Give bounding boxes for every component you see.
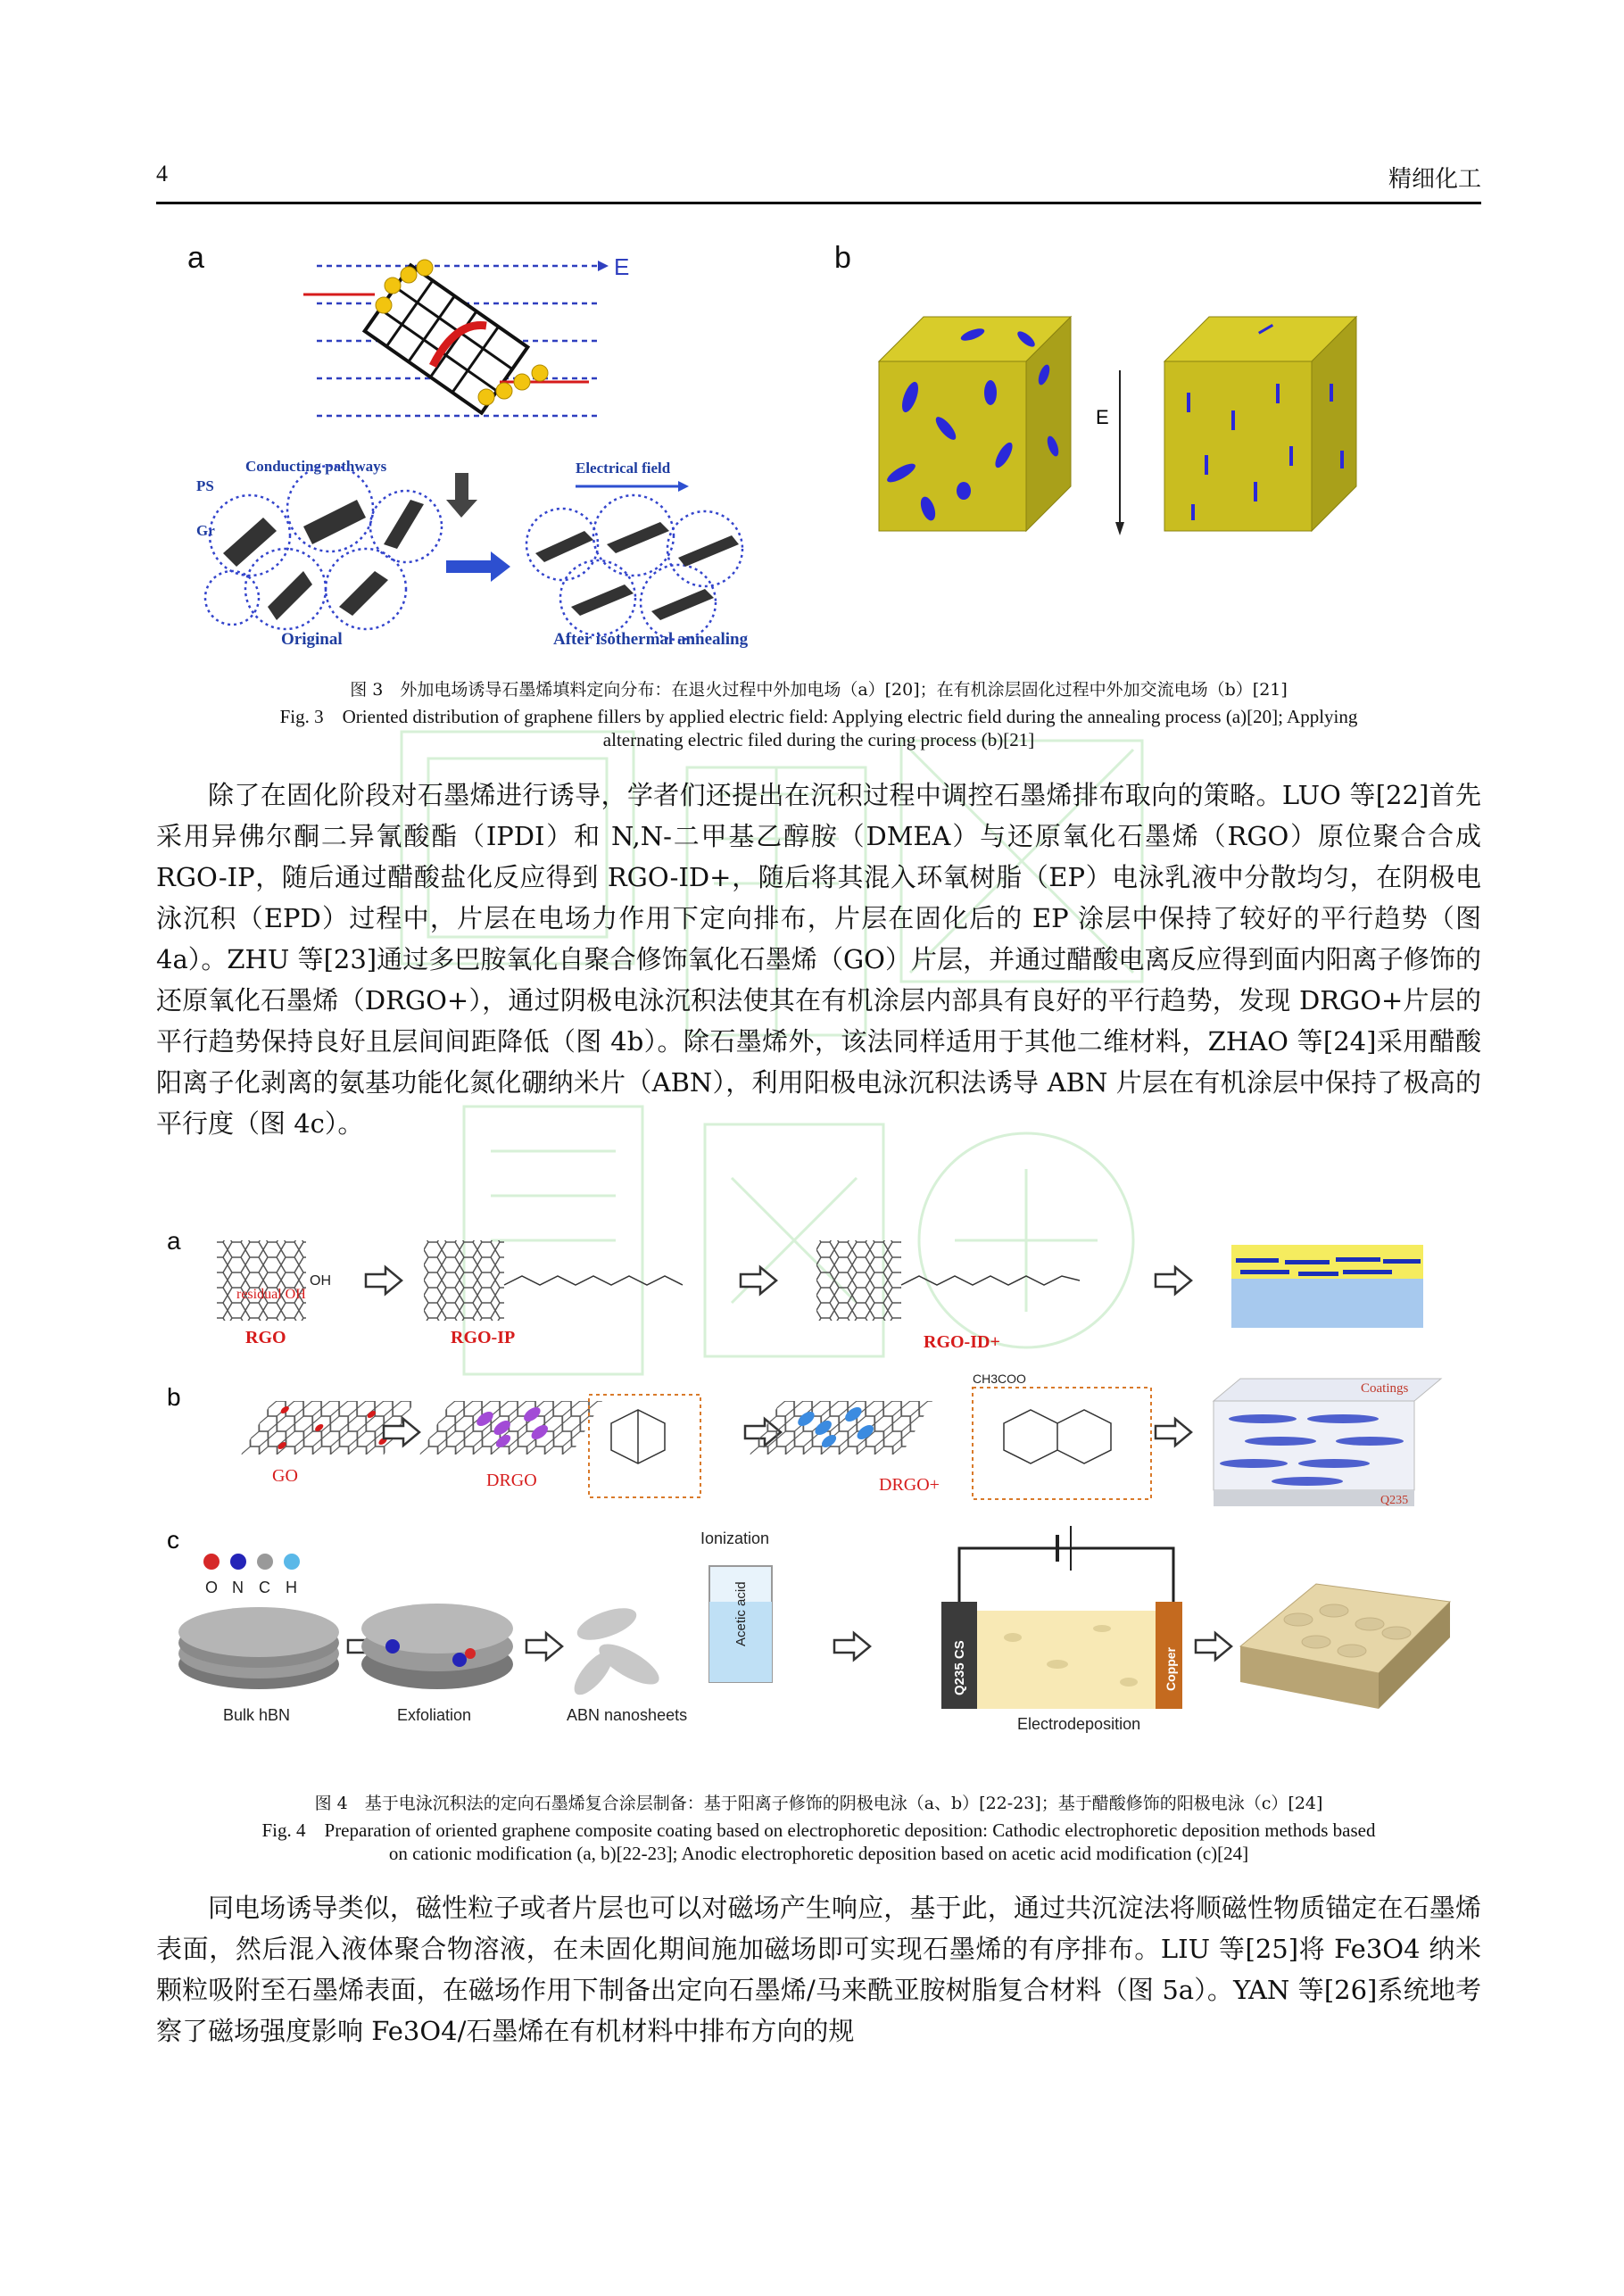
fig4-caption-cn: 图 4 基于电泳沉积法的定向石墨烯复合涂层制备：基于阳离子修饰的阴极电泳（a、b）[22-23]；基于醋酸修饰的阳极电泳（c）[24]	[314, 1794, 1323, 1813]
fig4-row-c-label: c	[167, 1526, 179, 1554]
fig4b-go: GO	[272, 1466, 298, 1486]
fig3a-original-label: Original	[281, 630, 343, 649]
fig3-caption-en-2: alternating electric filed during the curing process (b)[21]	[602, 729, 1035, 750]
fig4b-drgo: DRGO	[486, 1471, 537, 1490]
fig4b-q235: Q235	[1380, 1494, 1409, 1507]
fig4b-coatings: Coatings	[1361, 1381, 1409, 1396]
fig4c-electrodeposition: Electrodeposition	[1017, 1715, 1141, 1733]
fig4c-atom-o: O	[205, 1579, 219, 1596]
fig3a-field-label: E	[614, 253, 630, 280]
fig4-row-b-label: b	[167, 1383, 181, 1411]
page-header	[156, 161, 1481, 200]
fig4c-q235-cs: Q235 CS	[952, 1640, 967, 1695]
fig3a-illustration	[178, 232, 803, 660]
paragraph-2-text: 同电场诱导类似，磁性粒子或者片层也可以对磁场产生响应，基于此，通过共沉淀法将顺磁性物质锚定在石墨烯表面，然后混入液体聚合物溶液，在未固化期间施加磁场即可实现石墨烯的有序排布。LIU 等[25]将 Fe3O4 纳米颗粒吸附至石墨烯表面，在磁场作用下制备出定向石墨烯/马来酰亚胺树脂复合材料（图 5a）。YAN 等[26]系统地考察了磁场强度影响 Fe3O4/石墨烯在有机材料中排布方向的规	[156, 1893, 1481, 2046]
fig3b-field-label: E	[1096, 406, 1109, 428]
header-rule	[156, 202, 1481, 204]
fig3a-ps-label: PS	[196, 477, 214, 494]
fig4-caption-en-2: on cationic modification (a, b)[22-23]; Anodic electrophoretic deposition based on acetic acid modification (c)[24]	[388, 1843, 1249, 1864]
fig4c-atom-c: C	[259, 1579, 270, 1596]
fig3-panel-b-label: b	[834, 241, 851, 275]
body-paragraph-2	[156, 1887, 1481, 2051]
fig4a-residual-oh: residual OH	[236, 1287, 306, 1302]
fig3-panel-a-label: a	[187, 241, 204, 275]
fig3a-gr-label: Gr	[196, 522, 215, 539]
fig4c-copper: Copper	[1164, 1647, 1178, 1691]
fig4c-exfoliation: Exfoliation	[397, 1706, 472, 1724]
fig4b-ch3coo: CH3COO	[973, 1372, 1026, 1386]
fig4b-drgo-plus: DRGO+	[879, 1475, 940, 1495]
figure-4	[156, 1227, 1477, 1753]
fig3a-after-label: After isothermal annealing	[553, 630, 749, 649]
fig4a-rgo: RGO	[245, 1328, 286, 1347]
fig4a-oh: OH	[310, 1273, 331, 1289]
fig4c-atom-n: N	[232, 1579, 244, 1596]
journal-name: 精细化工	[1388, 166, 1481, 193]
fig4-caption-en-1: Fig. 4 Preparation of oriented graphene composite coating based on electrophoretic deposition: Cathodic electrophoretic deposition methods based	[261, 1819, 1376, 1841]
fig3a-conducting-label: Conducting pathways	[245, 458, 387, 475]
fig4a-rgo-ip: RGO-IP	[451, 1328, 516, 1347]
fig3-panel-b	[812, 232, 1454, 660]
fig3a-electrical-field-label: Electrical field	[576, 460, 671, 477]
fig4a-rgo-id: RGO-ID+	[924, 1332, 1000, 1352]
body-paragraph-1	[156, 775, 1481, 1144]
fig4c-ionization: Ionization	[700, 1529, 770, 1547]
fig4-illustration	[156, 1227, 1477, 1753]
fig4c-abn-nanosheets: ABN nanosheets	[567, 1706, 688, 1724]
page-number: 4	[156, 161, 168, 186]
paragraph-1-text: 除了在固化阶段对石墨烯进行诱导，学者们还提出在沉积过程中调控石墨烯排布取向的策略。LUO 等[22]首先采用异佛尔酮二异氰酸酯（IPDI）和 N,N-二甲基乙醇胺（DMEA）与还原氧化石墨烯（RGO）原位聚合合成 RGO-IP，随后通过醋酸盐化反应得到 RGO-ID+，随后将其混入环氧树脂（EP）电泳乳液中分散均匀，在阴极电泳沉积（EPD）过程中，片层在电场力作用下定向排布，片层在固化后的 EP 涂层中保持了较好的平行趋势（图 4a）。ZHU 等[23]通过多巴胺氧化自聚合修饰氧化石墨烯（GO）片层，并通过醋酸电离反应得到面内阳离子修饰的还原氧化石墨烯（DRGO+），通过阴极电泳沉积法使其在有机涂层内部具有良好的平行趋势，发现 DRGO+片层的平行趋势保持良好且层间间距降低（图 4b）。除石墨烯外，该法同样适用于其他二维材料，ZHAO 等[24]采用醋酸阳离子化剥离的氨基功能化氮化硼纳米片（ABN），利用阳极电泳沉积法诱导 ABN 片层在有机涂层中保持了极高的平行度（图 4c）。	[156, 780, 1481, 1139]
figure-3	[178, 232, 1454, 660]
fig3-panel-a	[178, 232, 803, 660]
fig4c-acetic-acid: Acetic acid	[733, 1581, 749, 1646]
fig3b-illustration	[812, 232, 1454, 660]
fig4-row-a-label: a	[167, 1227, 181, 1255]
fig3-caption-cn: 图 3 外加电场诱导石墨烯填料定向分布：在退火过程中外加电场（a）[20]；在有机涂层固化过程中外加交流电场（b）[21]	[350, 680, 1288, 700]
fig3-caption-en-1: Fig. 3 Oriented distribution of graphene fillers by applied electric field: Applying electric field during the annealing process (a)[20]; Applying	[279, 706, 1358, 727]
fig4c-atom-h: H	[286, 1579, 297, 1596]
fig4c-bulk-hbn: Bulk hBN	[223, 1706, 291, 1724]
